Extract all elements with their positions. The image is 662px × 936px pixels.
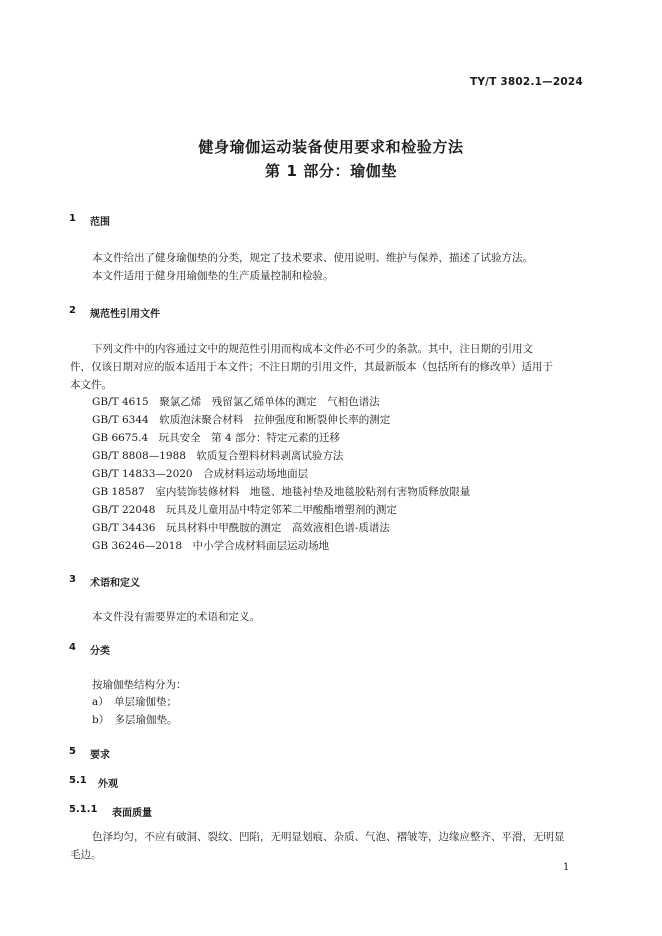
section-1-para-1: 本文件给出了健身瑜伽垫的分类，规定了技术要求、使用说明、维护与保养，描述了试验方法。 (92, 252, 533, 264)
section-1-title: 范围 (90, 217, 110, 228)
section-3-para: 本文件没有需要界定的术语和定义。 (92, 611, 260, 623)
reference-item: GB/T 34436 玩具材料中甲酰胺的测定 高效液相色谱-质谱法 (92, 522, 390, 534)
reference-item: GB 6675.4 玩具安全 第 4 部分：特定元素的迁移 (92, 432, 341, 444)
section-5-1-1-number: 5.1.1 (69, 804, 98, 815)
document-title: 健身瑜伽运动装备使用要求和检验方法 (198, 138, 464, 156)
reference-item: GB 18587 室内装饰装修材料 地毯、地毯衬垫及地毯胶粘剂有害物质释放限量 (92, 486, 471, 498)
list-item: b） 多层瑜伽垫。 (92, 714, 178, 726)
section-5-number: 5 (69, 746, 76, 757)
section-4-number: 4 (69, 642, 76, 653)
section-4-title: 分类 (90, 646, 110, 657)
section-5-1-1-line-2: 毛边。 (70, 849, 102, 861)
reference-item: GB/T 8808—1988 软质复合塑料材料剥离试验方法 (92, 450, 344, 462)
reference-item: GB/T 4615 聚氯乙烯 残留氯乙烯单体的测定 气相色谱法 (92, 396, 380, 408)
section-4-intro: 按瑜伽垫结构分为： (92, 679, 187, 691)
section-2-intro-line-1: 下列文件中的内容通过文中的规范性引用而构成本文件必不可少的条款。其中，注日期的引用文 (92, 343, 533, 355)
section-5-1-title: 外观 (98, 779, 118, 790)
document-subtitle: 第 1 部分：瑜伽垫 (265, 162, 397, 180)
section-5-1-1-line-1: 色泽均匀，不应有破洞、裂纹、凹陷，无明显划痕、杂质、气泡、褶皱等，边缘应整齐、平滑，无明显 (92, 831, 565, 843)
reference-item: GB/T 14833—2020 合成材料运动场地面层 (92, 468, 309, 480)
list-item: a） 单层瑜伽垫； (92, 696, 178, 708)
reference-item: GB/T 6344 软质泡沫聚合材料 拉伸强度和断裂伸长率的测定 (92, 414, 391, 426)
standard-number: TY/T 3802.1—2024 (470, 76, 583, 88)
section-2-title: 规范性引用文件 (90, 309, 160, 320)
section-2-number: 2 (69, 305, 76, 316)
section-3-number: 3 (69, 574, 76, 585)
page-number: 1 (563, 862, 570, 873)
section-2-intro-line-2: 件，仅该日期对应的版本适用于本文件；不注日期的引用文件，其最新版本（包括所有的修改单）适用于 (70, 361, 553, 373)
reference-item: GB/T 22048 玩具及儿童用品中特定邻苯二甲酸酯增塑剂的测定 (92, 504, 397, 516)
section-1-number: 1 (69, 213, 76, 224)
section-5-1-number: 5.1 (69, 775, 87, 786)
section-3-title: 术语和定义 (90, 578, 140, 589)
section-5-1-1-title: 表面质量 (112, 808, 152, 819)
section-5-title: 要求 (90, 750, 110, 761)
section-2-intro-line-3: 本文件。 (70, 379, 112, 391)
reference-item: GB 36246—2018 中小学合成材料面层运动场地 (92, 540, 330, 552)
section-1-para-2: 本文件适用于健身用瑜伽垫的生产质量控制和检验。 (92, 270, 334, 282)
